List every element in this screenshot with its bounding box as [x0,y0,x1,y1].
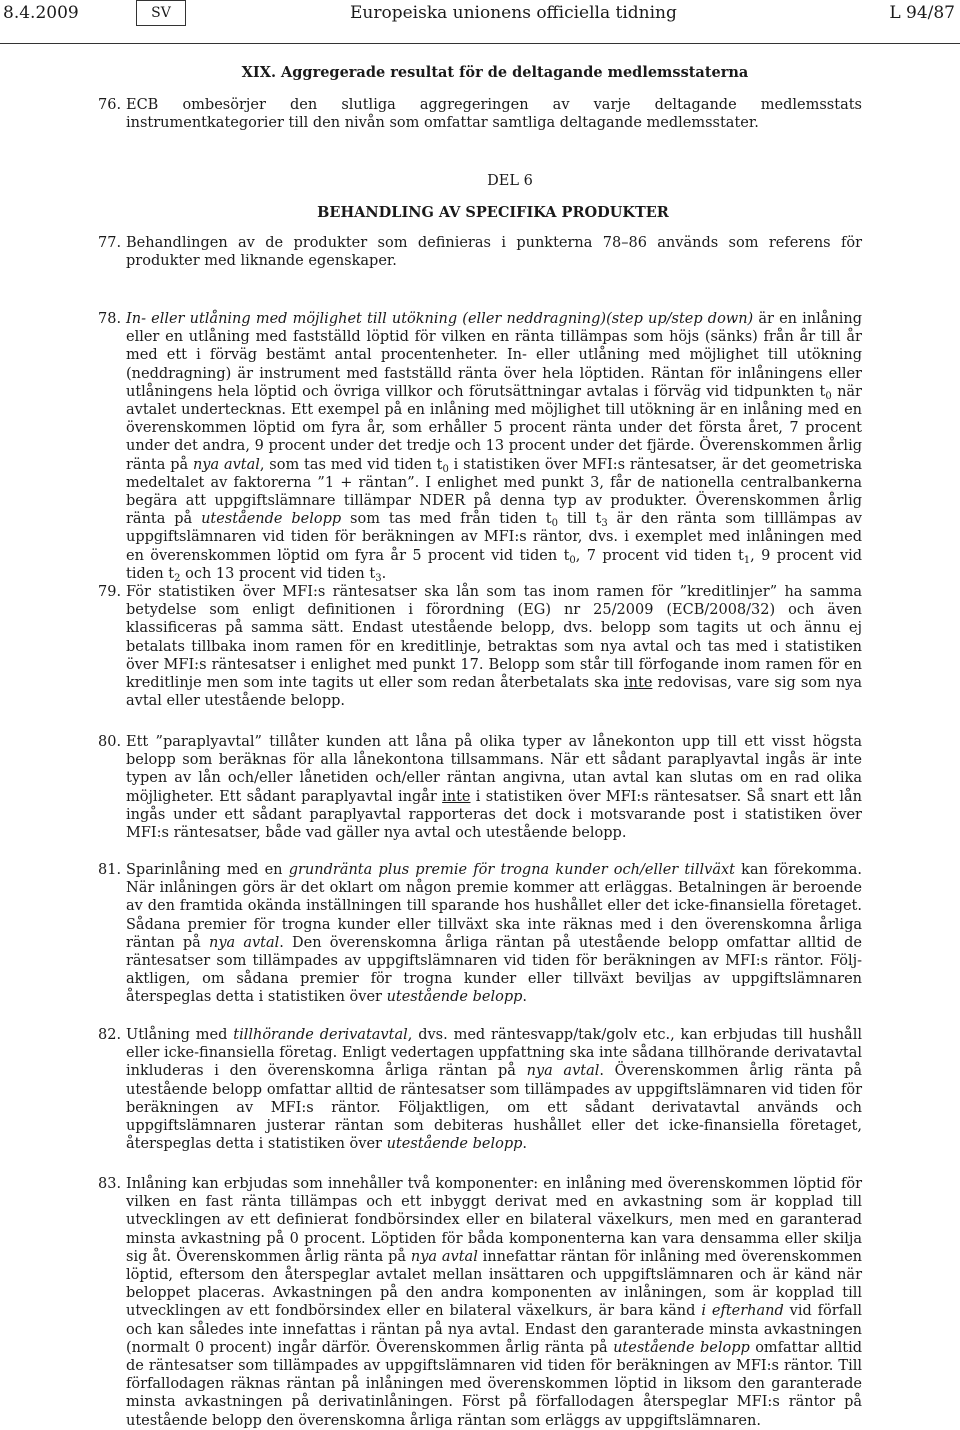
paragraph-79 [98,583,862,710]
paragraph-number: 78. [98,311,122,327]
page-number: L 94/87 [889,3,955,23]
paragraph-number: 83. [98,1176,122,1192]
paragraph-text: Utlåning med tillhörande derivatavtal, dvs. med räntesvapp/tak/golv etc., kan erbjudas till hushåll eller icke-finansiella företag. Enligt vedertagen uppfattning ska inte sådana tillhörande derivatavtal inkluderas i den överenskomna årliga räntan på nya avtal. Överenskommen årlig ränta på utestående belopp omfattar alltid de räntesatser som tillämpades av uppgiftslämnaren vid tiden för beräkningen av MFI:s räntor. Följaktligen, om ett sådant derivatavtal används och uppgiftslämnaren justerar räntan som debiteras hushållet eller det icke-finansiella företaget, återspeglas detta i statistiken över utestående belopp. [126,1027,862,1153]
paragraph-78 [98,310,862,583]
paragraph-number: 82. [98,1027,122,1043]
paragraph-text: Inlåning kan erbjudas som innehåller två komponenter: en inlåning med överenskommen löptid för vilken en fast ränta tillämpas och ett inbyggt derivat med en avkastning som är kopplad till utvecklingen av ett definierat fondbörsindex eller en bilateral växelkurs, men med en garanterad minsta avkastning på 0 procent. Löptiden för båda komponenterna kan vara densamma eller skilja sig åt. Överenskommen årlig ränta på nya avtal innefattar räntan för inlåning med överenskommen löptid, eftersom den återspeglar avtalet mellan insättaren och uppgiftslämnaren och är känd när beloppet placeras. Avkastningen på den andra komponenten av inlåningen, som är kopplad till utvecklingen av ett fondbörsindex eller en bilateral växelkurs, är bara känd i efterhand vid förfall och kan således inte innefattas i räntan på nya avtal. Endast den garanterade minsta avkastningen (normalt 0 procent) ingår därför. Överenskommen årlig ränta på utestående belopp omfattar alltid de räntesatser som tillämpades av uppgiftslämnaren vid tiden för beräkningen av MFI:s räntor. Till förfallodagen räknas räntan på inlåningen med överenskommen löptid in liksom den garanterade minsta avkastningen på derivatinlåningen. Först på förfallodagen återspeglar MFI:s räntor på utestående belopp den överenskomna årliga räntan som erläggs av uppgiftslämnaren. [126,1176,862,1429]
page-header [0,0,960,44]
paragraph-text: Behandlingen av de produkter som definieras i punkterna 78–86 används som referens för produkter med liknande egenskaper. [126,235,862,270]
language-badge: SV [136,0,186,26]
part-heading: BEHANDLING AV SPECIFIKA PRODUKTER [317,204,669,221]
paragraph-80 [98,733,862,842]
paragraph-83 [98,1175,862,1430]
paragraph-76 [98,96,862,132]
journal-title: Europeiska unionens officiella tidning [350,3,677,23]
paragraph-number: 77. [98,235,122,251]
paragraph-77 [98,234,862,270]
paragraph-number: 81. [98,862,122,878]
paragraph-82 [98,1026,862,1153]
header-divider [0,43,960,44]
section-title: XIX. Aggregerade resultat för de deltagande medlemsstaterna [241,64,749,81]
paragraph-text: ECB ombesörjer den slutliga aggregeringen av varje deltagande medlemsstats instrumentkategorier till den nivån som omfattar samtliga deltagande medlemsstater. [126,97,862,132]
paragraph-text: För statistiken över MFI:s räntesatser ska lån som tas inom ramen för ”kreditlinjer” ha samma betydelse som enligt definitionen i förordning (EG) nr 25/2009 (ECB/2008/32) och även klassificeras på samma sätt. Endast utestående belopp, dvs. belopp som tagits ut och ännu ej betalats tillbaka inom ramen för en kreditlinje, betraktas som nya avtal och tas med i statistiken över MFI:s räntesatser i enlighet med punkt 17. Belopp som står till förfogande inom ramen för en kreditlinje men som inte tagits ut eller som redan återbetalats ska inte redovisas, vare sig som nya avtal eller utestående belopp. [126,584,863,710]
paragraph-81 [98,861,862,1007]
paragraph-number: 79. [98,584,122,600]
part-label: DEL 6 [487,173,533,189]
paragraph-text: In- eller utlåning med möjlighet till utökning (eller neddragning)(step up/step down) är en inlåning eller en utlåning med fastställd löptid för vilken en ränta tillämpas som höjs (sänks) från år till år med ett i förväg bestämt antal procentenheter. In- eller utlåning med möjlighet till utökning (neddragning) är instrument med fastställd ränta över hela löptiden. Räntan för inlåningens eller utlåningens hela löptid och övriga villkor och förutsättningar avtalas i förväg vid tidpunkten $t_0$ när avtalet undertecknas. Ett exempel på en inlåning med möjlighet till utökning är en inlåning med en överenskommen löptid om fyra år, som erhåller 5 procent ränta under det första året, 7 procent under det andra, 9 procent under det tredje och 13 procent under det fjärde. Överenskommen årlig ränta på nya avtal, som tas med vid tiden $t_0$ i statistiken över MFI:s räntesatser, är det geometriska medeltalet av faktorerna ”1 + räntan”. I enlighet med punkt 3, får de nationella centralbankerna begära att uppgiftslämnare tillämpar NDER på denna typ av produkter. Överenskommen årlig ränta på utestående belopp som tas med från tiden $t_0$ till $t_3$ är den ränta som tilllämpas av uppgiftslämnaren vid tiden för beräkningen av MFI:s räntor, dvs. i exemplet med inlåningen med en överenskommen löptid om fyra år 5 procent vid tiden $t_0$, 7 procent vid tiden $t_1$, 9 procent vid tiden $t_2$ och 13 procent vid tiden $t_3$. [126,311,863,584]
paragraph-number: 80. [98,734,122,750]
paragraph-text: Sparinlåning med en grundränta plus premie för trogna kunder och/eller tillväxt kan förekomma. När inlåningen görs är det oklart om någon premie kommer att erläggas. Betalningen är beroende av den framtida okända inställningen till sparande hos hushållet eller det icke-finansiella företaget. Sådana premier för trogna kunder eller tillväxt ska inte räknas med i den överenskomna årliga räntan på nya avtal. Den överenskomna årliga räntan på utestående belopp omfattar alltid de räntesatser som tillämpades av uppgiftslämnaren vid tiden för beräkningen av MFI:s räntor. Följaktligen, om sådana premier för trogna kunder eller tillväxt beviljas av uppgiftslämnaren återspeglas detta i statistiken över utestående belopp. [126,862,863,1006]
paragraph-text: Ett ”paraplyavtal” tillåter kunden att låna på olika typer av lånekonton upp till ett visst högsta belopp som beräknas för alla lånekontona tillsammans. När ett sådant paraplyavtal ingås är inte typen av lån och/eller lånetiden och/eller räntan angivna, utan avtal kan slutas om en rad olika möjligheter. Ett sådant paraplyavtal ingår inte i statistiken över MFI:s räntesatser. Så snart ett lån ingås under ett sådant paraplyavtal rapporteras det dock i motsvarande post i statistiken över MFI:s räntesatser, både vad gäller nya avtal och utestående belopp. [126,734,863,842]
paragraph-number: 76. [98,97,122,113]
publication-date: 8.4.2009 [3,3,79,23]
